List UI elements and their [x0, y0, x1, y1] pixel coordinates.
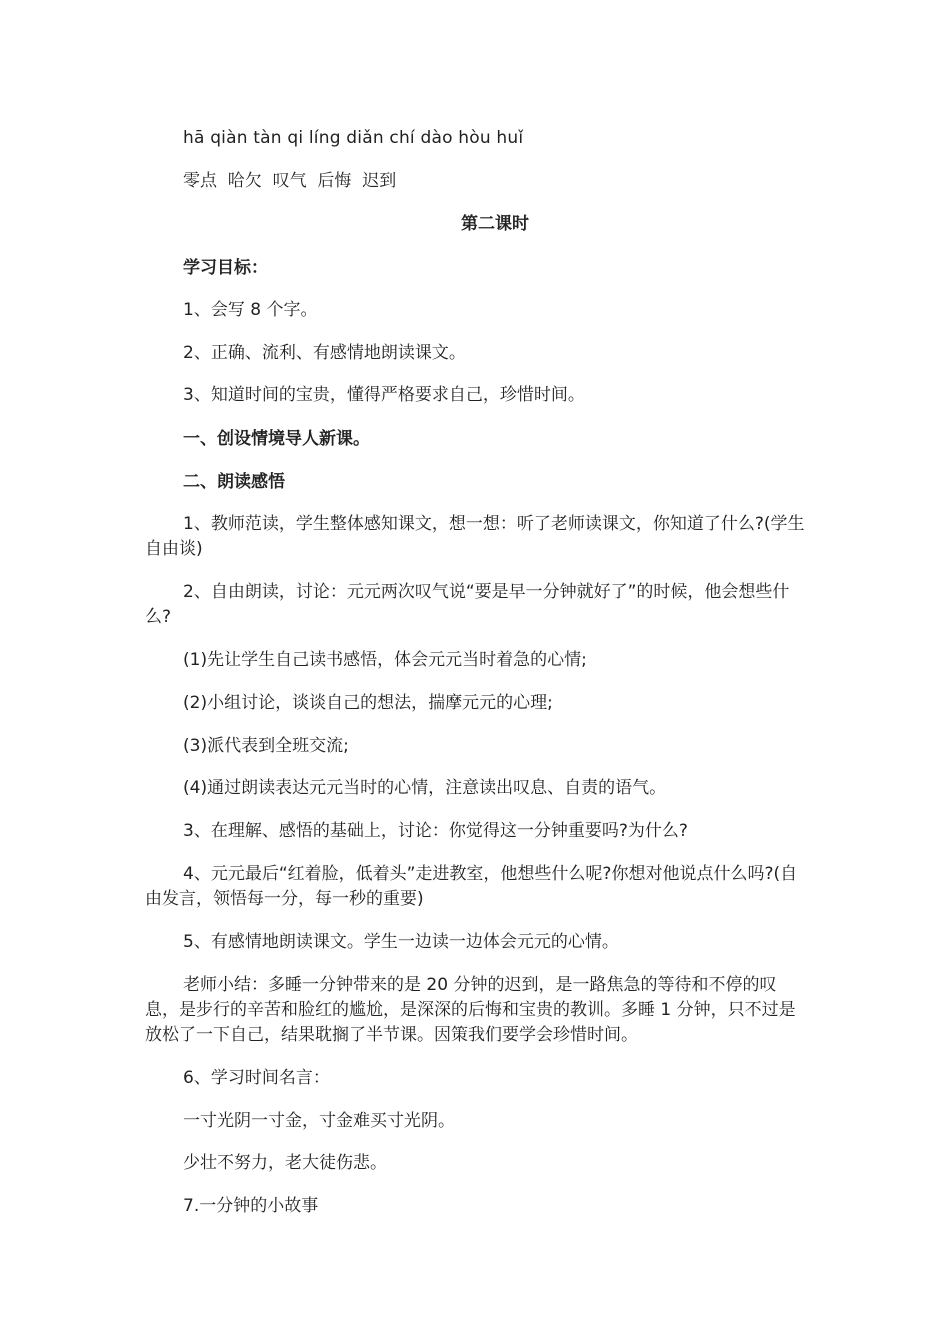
paragraph: 4、元元最后“红着脸，低着头”走进教室，他想些什么呢?你想对他说点什么吗?(自由发言，领悟每一分，每一秒的重要) — [145, 864, 798, 909]
paragraph: 1、教师范读，学生整体感知课文，想一想：听了老师读课文，你知道了什么?(学生自由谈) — [145, 514, 805, 559]
pinyin-line: hā qiàn tàn qi líng diǎn chí dào hòu huǐ — [183, 128, 524, 148]
objective-item: 2、正确、流利、有感情地朗读课文。 — [183, 343, 466, 363]
step-two-heading: 二、朗读感悟 — [183, 472, 285, 492]
paragraph: 3、在理解、感悟的基础上，讨论：你觉得这一分钟重要吗?为什么? — [183, 821, 688, 841]
step-one-heading: 一、创设情境导人新课。 — [183, 429, 370, 449]
quote: 少壮不努力，老大徒伤悲。 — [183, 1153, 387, 1173]
objectives-heading: 学习目标： — [183, 258, 268, 278]
objective-item: 1、会写 8 个字。 — [183, 300, 318, 320]
quote: 一寸光阴一寸金，寸金难买寸光阴。 — [183, 1111, 455, 1131]
paragraph: (1)先让学生自己读书感悟，体会元元当时着急的心情; — [183, 650, 587, 670]
paragraph: (2)小组讨论，谈谈自己的想法，揣摩元元的心理; — [183, 693, 553, 713]
summary-paragraph: 老师小结：多睡一分钟带来的是 20 分钟的迟到，是一路焦急的等待和不停的叹息，是步行的辛苦和脸红的尴尬，是深深的后悔和宝贵的教训。多睡 1 分钟，只不过是放松了一下自己，结果耽搁了半节课。因策我们要学会珍惜时间。 — [145, 975, 796, 1045]
vocabulary-line: 零点 哈欠 叹气 后悔 迟到 — [183, 171, 397, 191]
paragraph: 6、学习时间名言： — [183, 1068, 330, 1088]
section-title: 第二课时 — [461, 214, 529, 234]
paragraph: 5、有感情地朗读课文。学生一边读一边体会元元的心情。 — [183, 932, 619, 952]
paragraph: 7.一分钟的小故事 — [183, 1196, 319, 1216]
paragraph: 2、自由朗读，讨论：元元两次叹气说“要是早一分钟就好了”的时候，他会想些什么? — [145, 582, 790, 627]
paragraph: (3)派代表到全班交流; — [183, 736, 349, 756]
paragraph: (4)通过朗读表达元元当时的心情，注意读出叹息、自责的语气。 — [183, 778, 667, 798]
objective-item: 3、知道时间的宝贵，懂得严格要求自己，珍惜时间。 — [183, 385, 585, 405]
